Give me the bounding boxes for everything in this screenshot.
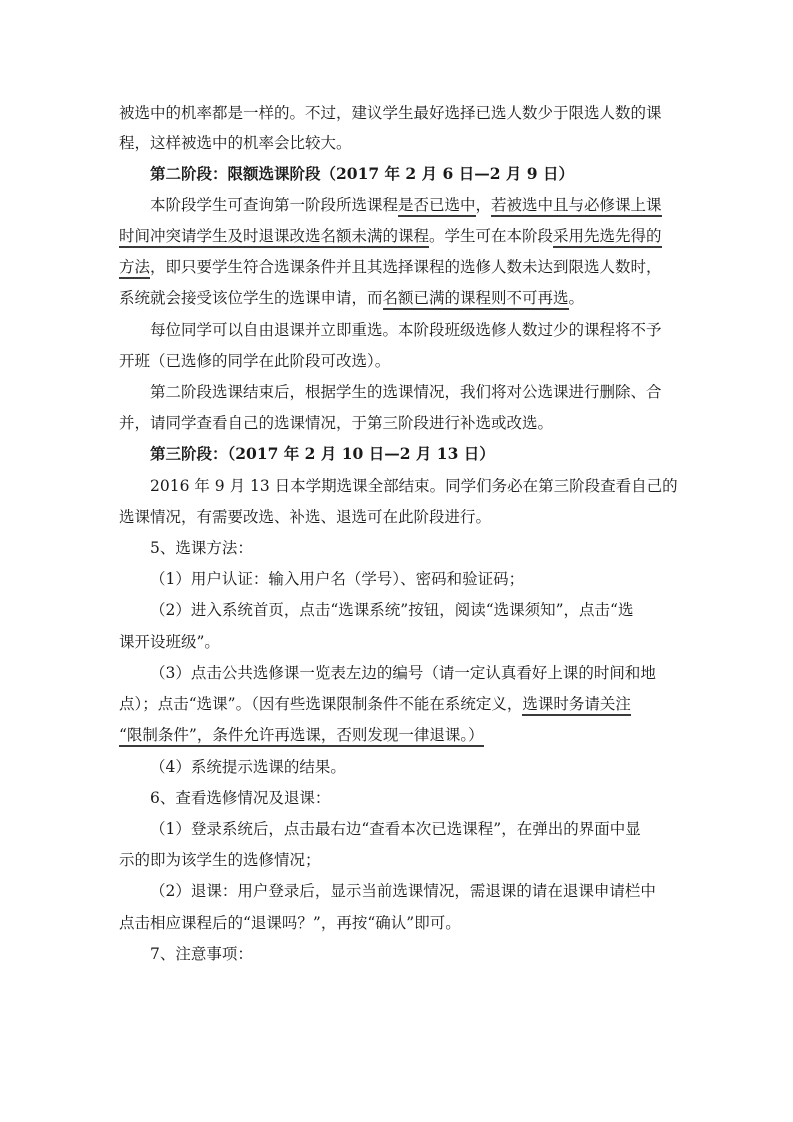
paragraph-line: 系统就会接受该位学生的选课申请，而名额已满的课程则不可再选。 [0, 288, 793, 308]
paragraph-line: （2）进入系统首页，点击“选课系统”按钮，阅读“选课须知”，点击“选 [150, 601, 634, 619]
paragraph-line [0, 725, 793, 745]
underlined-text: “限制条件”，条件允许再选课，否则发现一律退课。） [119, 726, 484, 747]
paragraph-line: （3）点击公共选修课一览表左边的编号（请一定认真看好上课的时间和地 [150, 664, 656, 682]
paragraph-line: 点击相应课程后的“退课吗？”，再按“确认”即可。 [119, 914, 461, 932]
underlined-text: 采用先选先得的 [553, 227, 662, 248]
underlined-text: 是否已选中 [398, 196, 476, 217]
paragraph-line: 并，请同学查看自己的选课情况，于第三阶段进行补选或改选。 [119, 414, 554, 432]
paragraph-line: 程，这样被选中的机率会比较大。 [119, 134, 352, 152]
section-6-heading: 6、查看选修情况及退课： [150, 789, 331, 807]
paragraph-line: 课开设班级”。 [119, 633, 220, 651]
paragraph-line: （1）登录系统后，点击最右边“查看本次已选课程”，在弹出的界面中显 [150, 820, 641, 838]
underlined-text: 方法 [119, 258, 150, 279]
paragraph-line: 第二阶段选课结束后，根据学生的选课情况，我们将对公选课进行删除、合 [150, 383, 662, 401]
underlined-text: 名额已满的课程则不可再选 [383, 289, 569, 310]
paragraph-line: 本阶段学生可查询第一阶段所选课程是否已选中，若被选中且与必修课上课 [0, 195, 793, 215]
paragraph-line: （2）退课：用户登录后，显示当前选课情况，需退课的请在退课申请栏中 [150, 882, 656, 900]
paragraph-line: 开班（已选修的同学在此阶段可改选）。 [119, 352, 391, 370]
stage-two-heading: 第二阶段：限额选课阶段（2017 年 2 月 6 日—2 月 9 日） [150, 164, 574, 183]
paragraph-line: 示的即为该学生的选修情况； [119, 851, 321, 869]
underlined-text: 若被选中且与必修课上课 [491, 196, 662, 217]
paragraph-line: 选课情况，有需要改选、补选、退选可在此阶段进行。 [119, 508, 492, 526]
underlined-text: 选课时务请关注 [522, 695, 631, 716]
paragraph-line: 方法，即只要学生符合选课条件并且其选择课程的选修人数未达到限选人数时， [0, 257, 793, 277]
paragraph-line: 被选中的机率都是一样的。不过，建议学生最好选择已选人数少于限选人数的课 [119, 104, 662, 122]
paragraph-line: 时间冲突请学生及时退课改选名额未满的课程。学生可在本阶段采用先选先得的 [0, 226, 793, 246]
stage-three-heading: 第三阶段：（2017 年 2 月 10 日—2 月 13 日） [150, 444, 495, 463]
section-7-heading: 7、注意事项： [150, 945, 253, 963]
section-5-heading: 5、选课方法： [150, 539, 253, 557]
paragraph-line: （4）系统提示选课的结果。 [150, 758, 346, 776]
paragraph-line: 点）；点击“选课”。（因有些选课限制条件不能在系统定义，选课时务请关注 [0, 694, 793, 714]
paragraph-line: （1）用户认证：输入用户名（学号）、密码和验证码； [150, 570, 525, 588]
underlined-text: 时间冲突请学生及时退课改选名额未满的课程 [119, 227, 429, 248]
paragraph-line: 2016 年 9 月 13 日本学期选课全部结束。同学们务必在第三阶段查看自己的 [150, 477, 678, 495]
paragraph-line: 每位同学可以自由退课并立即重选。本阶段班级选修人数过少的课程将不予 [150, 321, 662, 339]
